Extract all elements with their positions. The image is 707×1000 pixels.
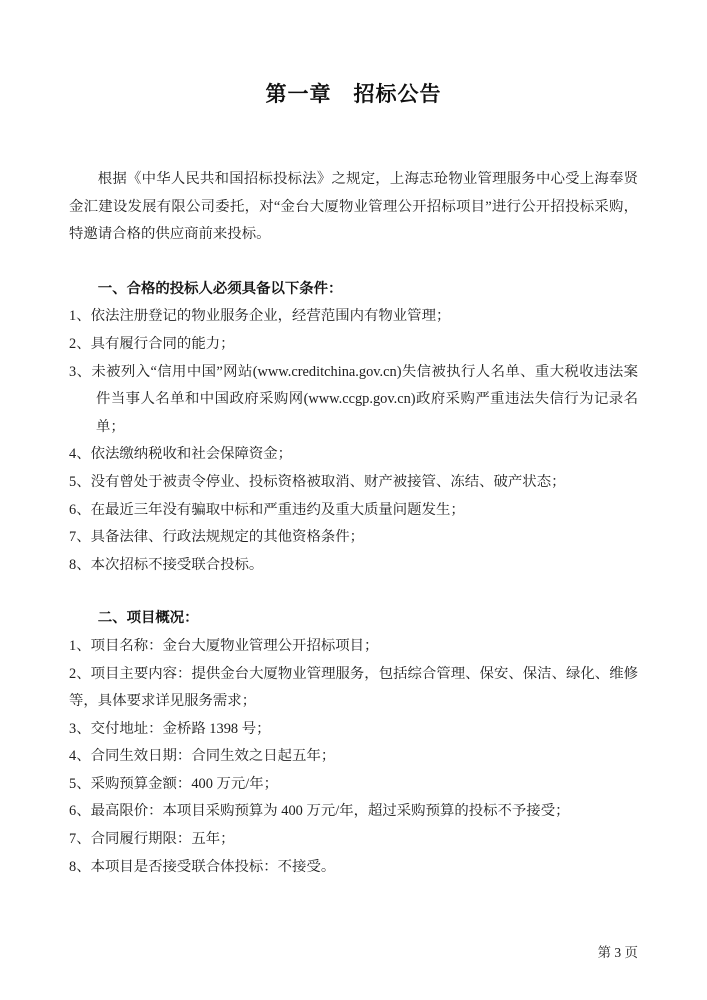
requirement-item-3: 3、未被列入“信用中国”网站(www.creditchina.gov.cn)失信被执行人名单、重大税收违法案件当事人名单和中国政府采购网(www.ccgp.gov.cn)政府采购严重违法失信行为记录名单； — [69, 363, 638, 435]
chapter-title: 第一章 招标公告 — [265, 83, 442, 106]
requirement-item-4: 4、依法缴纳税收和社会保障资金； — [69, 446, 293, 463]
project-overview-heading: 二、项目概况： — [97, 610, 199, 627]
overview-item-1: 1、项目名称：金台大厦物业管理公开招标项目； — [69, 637, 379, 654]
overview-item-7: 7、合同履行期限：五年； — [69, 831, 235, 848]
overview-item-6: 6、最高限价：本项目采购预算为 400 万元/年，超过采购预算的投标不予接受； — [69, 803, 570, 820]
overview-item-3: 3、交付地址：金桥路 1398 号； — [69, 720, 271, 737]
page-number: 第 3 页 — [597, 945, 638, 960]
requirement-item-7: 7、具备法律、行政法规规定的其他资格条件； — [69, 529, 365, 546]
requirement-item-1: 1、依法注册登记的物业服务企业，经营范围内有物业管理； — [69, 308, 451, 325]
intro-paragraph: 根据《中华人民共和国招标投标法》之规定，上海志玱物业管理服务中心受上海奉贤金汇建设发展有限公司委托，对“金台大厦物业管理公开招标项目”进行公开招投标采购，特邀请合格的供应商前来投标。 — [69, 171, 638, 243]
overview-item-8: 8、本项目是否接受联合体投标：不接受。 — [69, 858, 336, 875]
requirement-item-5: 5、没有曾处于被责令停业、投标资格被取消、财产被接管、冻结、破产状态； — [69, 473, 566, 490]
page-content — [69, 0, 638, 881]
bidder-requirements-heading: 一、合格的投标人必须具备以下条件： — [97, 280, 343, 297]
requirement-item-2: 2、具有履行合同的能力； — [69, 335, 235, 352]
requirement-item-8: 8、本次招标不接受联合投标。 — [69, 556, 264, 573]
overview-item-2: 2、项目主要内容：提供金台大厦物业管理服务，包括综合管理、保安、保洁、绿化、维修等，具体要求详见服务需求； — [69, 665, 638, 710]
overview-item-4: 4、合同生效日期：合同生效之日起五年； — [69, 748, 336, 765]
requirement-item-6: 6、在最近三年没有骗取中标和严重违约及重大质量问题发生； — [69, 501, 465, 518]
overview-item-5: 5、采购预算金额：400 万元/年； — [69, 775, 279, 792]
